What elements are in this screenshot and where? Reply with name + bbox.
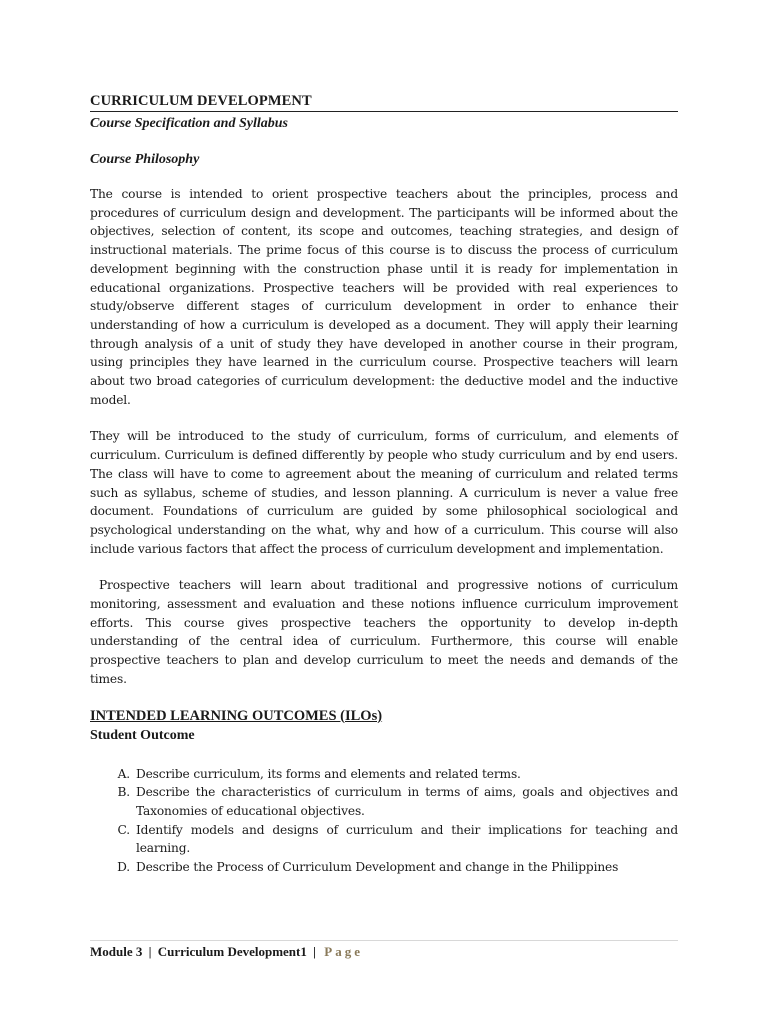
footer-module: Module 3 (90, 944, 143, 959)
outcome-letter: A. (117, 766, 130, 781)
course-philosophy-heading: Course Philosophy (90, 152, 200, 167)
footer-page-label: Page (324, 944, 363, 959)
list-item (90, 858, 678, 877)
list-item (90, 821, 678, 858)
outcome-letter: D. (117, 860, 130, 875)
outcome-list (90, 765, 678, 877)
outcome-text: Describe curriculum, its forms and elements and related terms. (136, 766, 521, 781)
footer-separator: | (313, 944, 316, 959)
list-item (90, 783, 678, 820)
outcome-text: Describe the Process of Curriculum Development and change in the Philippines (136, 860, 619, 875)
footer-course: Curriculum Development1 (157, 944, 307, 959)
document-title: CURRICULUM DEVELOPMENT (90, 92, 678, 112)
student-outcome-heading: Student Outcome (90, 727, 195, 743)
outcome-text: Describe the characteristics of curriculum in terms of aims, goals and objectives and Taxonomies of educational objectives. (136, 785, 678, 818)
document-subtitle: Course Specification and Syllabus (90, 116, 288, 131)
outcome-text: Identify models and designs of curriculum and their implications for teaching and learning. (136, 822, 678, 856)
outcome-letter: B. (117, 785, 130, 800)
philosophy-paragraph-1: The course is intended to orient prospective teachers about the principles, process and procedures of curriculum design and development. The participants will be informed about the objectives, selection of content, its scope and outcomes, teaching strategies, and design of instructional materials. The prime focus of this course is to discuss the process of curriculum development beginning with the construction phase until it is ready for implementation in educational organizations. Prospective teachers will be provided with real experiences to study/observe different stages of curriculum development in order to enhance their understanding of how a curriculum is developed as a document. They will apply their learning through analysis of a unit of study they have developed in another course in their program, using principles they have learned in the curriculum course. Prospective teachers will learn about two broad categories of curriculum development: the deductive model and the inductive model. (90, 187, 678, 407)
footer-separator: | (148, 944, 152, 959)
ilo-heading: INTENDED LEARNING OUTCOMES (ILOs) (90, 707, 383, 724)
philosophy-paragraph-2: They will be introduced to the study of curriculum, forms of curriculum, and elements of curriculum. Curriculum is defined differently by people who study curriculum and by end users. The class will have to come to agreement about the meaning of curriculum and related terms such as syllabus, scheme of studies, and lesson planning. A curriculum is never a value free document. Foundations of curriculum are guided by some philosophical sociological and psychological understanding on the what, why and how of a curriculum. This course will also include various factors that affect the process of curriculum development and implementation. (90, 429, 678, 556)
list-item (90, 765, 678, 784)
outcome-letter: C. (117, 822, 130, 837)
page-footer (90, 940, 678, 961)
document-page (90, 92, 682, 877)
philosophy-paragraph-3: Prospective teachers will learn about traditional and progressive notions of curriculum monitoring, assessment and evaluation and these notions influence curriculum improvement efforts. This course gives prospective teachers the opportunity to develop in-depth understanding of the central idea of curriculum. Furthermore, this course will enable prospective teachers to plan and develop curriculum to meet the needs and demands of the times. (90, 578, 682, 686)
